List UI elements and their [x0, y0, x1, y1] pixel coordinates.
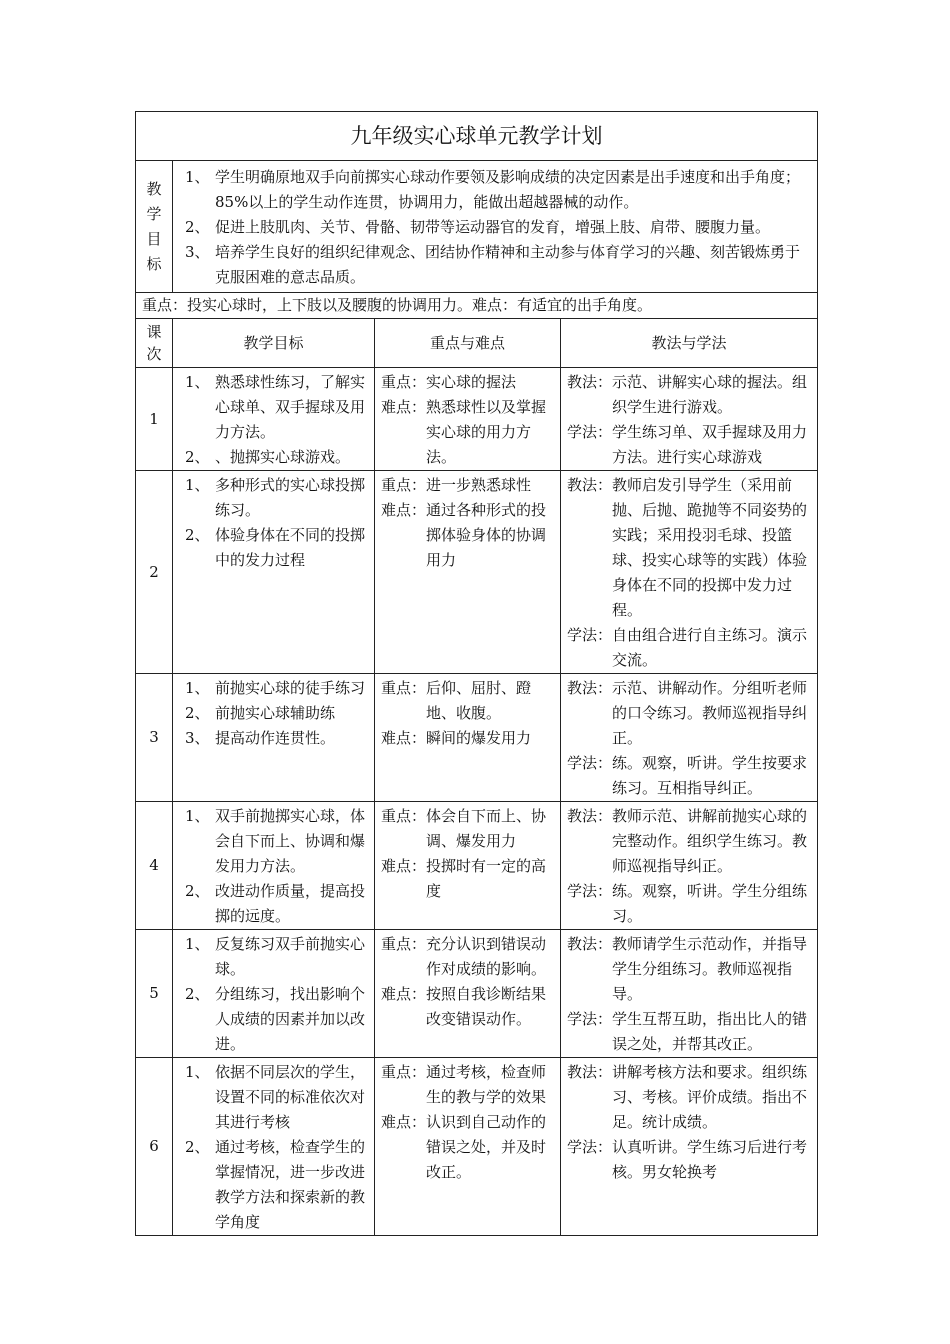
- lesson-number: 4: [136, 802, 173, 930]
- lesson-method-text: 教师请学生示范动作，并指导学生分组练习。教师巡视指导。: [612, 935, 808, 1003]
- header-method: 教法与学法: [561, 319, 818, 368]
- header-lesson-line: 课: [146, 323, 162, 341]
- lesson-method-item: [567, 473, 811, 623]
- lesson-key-label: 难点：: [381, 857, 427, 875]
- lesson-goals: [173, 930, 375, 1058]
- lesson-key-label: 难点：: [381, 729, 427, 747]
- lesson-goal-text: 多种形式的实心球投掷练习。: [215, 476, 366, 519]
- lesson-goal-number: 1、: [185, 807, 210, 825]
- lesson-goals: [173, 802, 375, 930]
- key-points: 重点：投实心球时，上下肢以及腰腹的协调用力。难点：有适宜的出手角度。: [136, 293, 818, 319]
- table-header-row: [136, 319, 818, 368]
- lesson-goal-item: [179, 726, 368, 751]
- lesson-goal-item: [179, 701, 368, 726]
- table-row: [136, 471, 818, 674]
- lesson-goal-number: 2、: [185, 882, 210, 900]
- objective-text: 培养学生良好的组织纪律观念、团结协作精神和主动参与体育学习的兴趣、刻苦锻炼勇于克服困难的意志品质。: [215, 243, 801, 286]
- lesson-goal-number: 2、: [185, 704, 210, 722]
- objectives-label: [136, 161, 173, 293]
- objectives-label-char: 目: [146, 229, 162, 248]
- lesson-key-item: [381, 676, 554, 726]
- lesson-goal-text: 通过考核，检查学生的掌握情况，进一步改进教学方法和探索新的教学角度: [215, 1138, 366, 1231]
- objectives-label-char: 教: [146, 179, 162, 198]
- lesson-key-text: 实心球的握法: [426, 373, 517, 391]
- lesson-key: [375, 368, 561, 471]
- lesson-goal-item: [179, 523, 368, 573]
- lesson-key-text: 认识到自己动作的错误之处，并及时改正。: [426, 1113, 547, 1181]
- lesson-goal-item: [179, 932, 368, 982]
- lesson-key-label: 重点：: [381, 476, 427, 494]
- lesson-method-label: 教法：: [567, 807, 613, 825]
- lesson-method-label: 教法：: [567, 373, 613, 391]
- lesson-key-item: [381, 395, 554, 470]
- lesson-goal-item: [179, 1135, 368, 1235]
- lesson-goal-text: 双手前抛掷实心球，体会自下而上、协调和爆发用力方法。: [215, 807, 366, 875]
- lesson-goal-text: 体验身体在不同的投掷中的发力过程: [215, 526, 366, 569]
- lesson-goal-text: 前抛实心球辅助练: [215, 704, 336, 722]
- lesson-method-text: 示范、讲解实心球的握法。组织学生进行游戏。: [612, 373, 808, 416]
- lesson-goal-item: [179, 445, 368, 470]
- table-row: [136, 674, 818, 802]
- lesson-goal-number: 2、: [185, 985, 210, 1003]
- lesson-goals: [173, 674, 375, 802]
- lesson-method-text: 教师启发引导学生（采用前抛、后抛、跪抛等不同姿势的实践；采用投羽毛球、投篮球、投实心球等的实践）体验身体在不同的投掷中发力过程。: [612, 476, 808, 619]
- lesson-method-item: [567, 804, 811, 879]
- lesson-key-text: 充分认识到错误动作对成绩的影响。: [426, 935, 547, 978]
- lesson-method-item: [567, 676, 811, 751]
- objectives-content: [173, 161, 818, 293]
- lesson-key-label: 重点：: [381, 935, 427, 953]
- lesson-method: [561, 674, 818, 802]
- lesson-method-label: 学法：: [567, 423, 613, 441]
- lesson-goal-text: 反复练习双手前抛实心球。: [215, 935, 366, 978]
- lesson-method-label: 教法：: [567, 679, 613, 697]
- lesson-method-item: [567, 932, 811, 1007]
- lesson-method-item: [567, 751, 811, 801]
- lesson-key-text: 通过各种形式的投掷体验身体的协调用力: [426, 501, 547, 569]
- lesson-key: [375, 930, 561, 1058]
- lesson-goal-number: 3、: [185, 729, 210, 747]
- lesson-method-text: 练。观察，听讲。学生分组练习。: [612, 882, 808, 925]
- objective-number: 1、: [185, 168, 210, 186]
- lesson-goal-item: [179, 982, 368, 1057]
- lesson-key-text: 进一步熟悉球性: [426, 476, 532, 494]
- lesson-key: [375, 802, 561, 930]
- objectives-label-char: 学: [146, 204, 162, 223]
- lesson-goal-item: [179, 804, 368, 879]
- lesson-goals: [173, 471, 375, 674]
- lesson-key-item: [381, 932, 554, 982]
- lesson-key-label: 重点：: [381, 807, 427, 825]
- lesson-method: [561, 1058, 818, 1236]
- lesson-method: [561, 368, 818, 471]
- lesson-method-text: 认真听讲。学生练习后进行考核。男女轮换考: [612, 1138, 808, 1181]
- lesson-key-label: 重点：: [381, 1063, 427, 1081]
- lesson-key: [375, 471, 561, 674]
- lesson-goal-number: 1、: [185, 1063, 210, 1081]
- lesson-key-text: 瞬间的爆发用力: [426, 729, 532, 747]
- header-key: 重点与难点: [375, 319, 561, 368]
- lesson-goal-item: [179, 370, 368, 445]
- objective-text: 促进上肢肌肉、关节、骨骼、韧带等运动器官的发育，增强上肢、肩带、腰腹力量。: [215, 218, 771, 236]
- lesson-key-label: 重点：: [381, 679, 427, 697]
- lesson-goal-text: 依据不同层次的学生，设置不同的标准依次对其进行考核: [215, 1063, 366, 1131]
- objective-item: [179, 165, 811, 215]
- objective-text: 学生明确原地双手向前掷实心球动作要领及影响成绩的决定因素是出手速度和出手角度；85%以上的学生动作连贯，协调用力，能做出超越器械的动作。: [215, 168, 801, 211]
- lesson-goal-text: 提高动作连贯性。: [215, 729, 336, 747]
- document: [135, 111, 817, 1236]
- lesson-goal-number: 2、: [185, 1138, 210, 1156]
- lesson-goal-number: 1、: [185, 935, 210, 953]
- lesson-key-text: 体会自下而上、协调、爆发用力: [426, 807, 547, 850]
- plan-table: [135, 111, 818, 1236]
- lesson-number: 1: [136, 368, 173, 471]
- lesson-key-label: 难点：: [381, 501, 427, 519]
- lesson-goal-number: 1、: [185, 679, 210, 697]
- lesson-method-label: 学法：: [567, 882, 613, 900]
- lesson-method-label: 学法：: [567, 1010, 613, 1028]
- lesson-key-item: [381, 1110, 554, 1185]
- lesson-goals: [173, 368, 375, 471]
- lesson-key-text: 投掷时有一定的高度: [426, 857, 547, 900]
- header-goal: 教学目标: [173, 319, 375, 368]
- lesson-goal-number: 1、: [185, 476, 210, 494]
- objective-number: 3、: [185, 243, 210, 261]
- lesson-method-text: 自由组合进行自主练习。演示交流。: [612, 626, 808, 669]
- lesson-method-label: 教法：: [567, 1063, 613, 1081]
- lesson-method-item: [567, 623, 811, 673]
- lesson-key-item: [381, 370, 554, 395]
- lesson-key-label: 难点：: [381, 1113, 427, 1131]
- lesson-method-label: 学法：: [567, 754, 613, 772]
- lesson-goal-item: [179, 676, 368, 701]
- lesson-key: [375, 674, 561, 802]
- lesson-number: 5: [136, 930, 173, 1058]
- lesson-method-label: 教法：: [567, 476, 613, 494]
- header-lesson-line: 次: [146, 345, 162, 363]
- lesson-key-text: 通过考核，检查师生的教与学的效果: [426, 1063, 547, 1106]
- lesson-method-label: 学法：: [567, 626, 613, 644]
- lesson-number: 3: [136, 674, 173, 802]
- lesson-key-item: [381, 1060, 554, 1110]
- lesson-method-item: [567, 1007, 811, 1057]
- lesson-method-item: [567, 1060, 811, 1135]
- lesson-goal-item: [179, 473, 368, 523]
- table-row: [136, 930, 818, 1058]
- lesson-key-label: 重点：: [381, 373, 427, 391]
- lesson-goal-text: 分组练习，找出影响个人成绩的因素并加以改进。: [215, 985, 366, 1053]
- lesson-key-item: [381, 726, 554, 751]
- lesson-method-text: 学生练习单、双手握球及用力方法。进行实心球游戏: [612, 423, 808, 466]
- table-row: [136, 802, 818, 930]
- lesson-goal-text: 熟悉球性练习，了解实心球单、双手握球及用力方法。: [215, 373, 366, 441]
- lesson-key-item: [381, 982, 554, 1032]
- document-title: 九年级实心球单元教学计划: [136, 112, 818, 161]
- lesson-goal-item: [179, 879, 368, 929]
- lesson-goal-number: 2、: [185, 448, 210, 466]
- objective-item: [179, 215, 811, 240]
- lesson-method-text: 示范、讲解动作。分组听老师的口令练习。教师巡视指导纠正。: [612, 679, 808, 747]
- lesson-method-item: [567, 1135, 811, 1185]
- lesson-method-text: 练。观察，听讲。学生按要求练习。互相指导纠正。: [612, 754, 808, 797]
- lesson-method-item: [567, 370, 811, 420]
- lesson-goal-number: 2、: [185, 526, 210, 544]
- lesson-method-item: [567, 879, 811, 929]
- table-row: [136, 368, 818, 471]
- header-lesson: [136, 319, 173, 368]
- lesson-number: 6: [136, 1058, 173, 1236]
- lesson-method-text: 教师示范、讲解前抛实心球的完整动作。组织学生练习。教师巡视指导纠正。: [612, 807, 808, 875]
- lesson-method-text: 讲解考核方法和要求。组织练习、考核。评价成绩。指出不足。统计成绩。: [612, 1063, 808, 1131]
- lesson-key-label: 难点：: [381, 985, 427, 1003]
- lesson-key-item: [381, 804, 554, 854]
- lesson-goal-text: 、抛掷实心球游戏。: [215, 448, 351, 466]
- lesson-method-label: 教法：: [567, 935, 613, 953]
- lesson-goal-text: 改进动作质量，提高投掷的远度。: [215, 882, 366, 925]
- lesson-key-item: [381, 473, 554, 498]
- objectives-label-char: 标: [146, 254, 162, 273]
- lesson-method-item: [567, 420, 811, 470]
- lesson-key-label: 难点：: [381, 398, 427, 416]
- lesson-key: [375, 1058, 561, 1236]
- lesson-method-label: 学法：: [567, 1138, 613, 1156]
- lesson-goal-number: 1、: [185, 373, 210, 391]
- objective-number: 2、: [185, 218, 210, 236]
- lesson-number: 2: [136, 471, 173, 674]
- lesson-key-text: 按照自我诊断结果改变错误动作。: [426, 985, 547, 1028]
- lesson-goals: [173, 1058, 375, 1236]
- lesson-key-text: 熟悉球性以及掌握实心球的用力方法。: [426, 398, 547, 466]
- lesson-key-text: 后仰、屈肘、蹬地、收腹。: [426, 679, 532, 722]
- lesson-key-item: [381, 854, 554, 904]
- lesson-method: [561, 471, 818, 674]
- table-row: [136, 1058, 818, 1236]
- lesson-method: [561, 802, 818, 930]
- lesson-goal-text: 前抛实心球的徒手练习: [215, 679, 366, 697]
- lesson-key-item: [381, 498, 554, 573]
- lesson-goal-item: [179, 1060, 368, 1135]
- lesson-method: [561, 930, 818, 1058]
- lesson-method-text: 学生互帮互助，指出比人的错误之处，并帮其改正。: [612, 1010, 808, 1053]
- objective-item: [179, 240, 811, 290]
